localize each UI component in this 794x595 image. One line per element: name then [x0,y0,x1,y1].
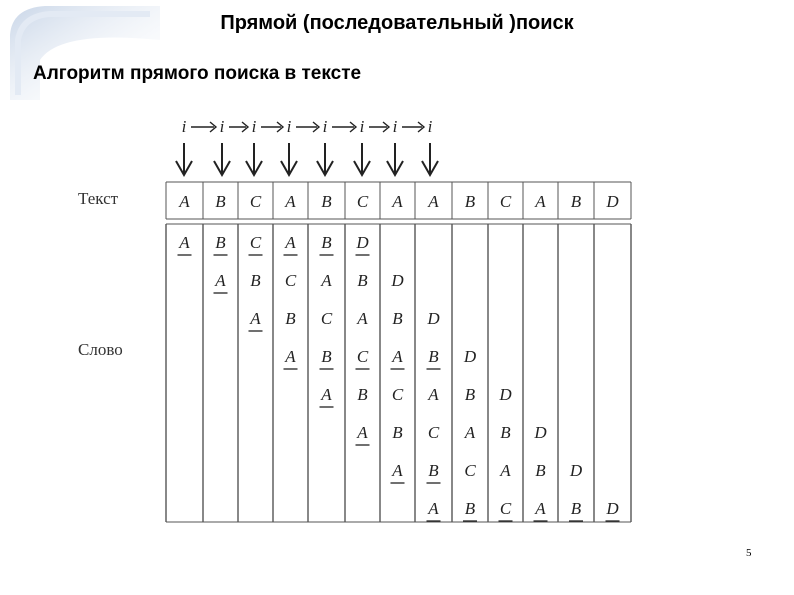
page-number: 5 [746,547,752,559]
word-cell: D [534,423,547,442]
pointer-i: i [322,117,328,136]
word-cell: A [321,271,332,290]
slide-subtitle: Алгоритм прямого поиска в тексте [33,63,362,84]
pointer-i: i [359,117,365,136]
text-cell: B [321,192,332,211]
word-cell: A [392,347,403,366]
word-cell: B [464,385,476,404]
word-cell: B [464,499,476,518]
word-cell: A [428,499,439,518]
word-cell: A [357,309,368,328]
pointer-i: i [427,117,433,136]
word-cell: B [428,461,439,480]
word-cell: C [391,385,404,404]
word-cell: D [569,461,583,480]
word-cell: C [464,461,476,480]
word-cell: B [321,233,332,252]
text-cell: B [570,192,582,211]
word-cell: B [250,271,261,290]
pointer-i: i [251,117,257,136]
word-cell: B [392,309,403,328]
word-cell: A [285,347,296,366]
text-cell: C [249,192,262,211]
word-cell: A [179,233,190,252]
pointer-i: i [181,117,187,136]
word-cell: C [284,271,297,290]
text-cell: A [535,192,546,211]
word-cell: D [606,499,619,518]
word-cell: B [215,233,226,252]
word-cell: D [499,385,512,404]
word-cell: A [535,499,546,518]
text-cell: B [464,192,476,211]
word-cell: B [535,461,546,480]
text-cell: B [215,192,226,211]
word-cell: B [500,423,511,442]
word-cell: D [356,233,369,252]
word-cell: B [428,347,439,366]
word-cell: A [215,271,226,290]
word-cell: A [250,309,261,328]
text-cell: A [392,192,403,211]
text-cell: A [179,192,190,211]
text-cell: C [499,192,512,211]
word-cell: B [570,499,582,518]
word-cell: A [500,461,511,480]
word-cell: A [464,423,476,442]
word-row-label: Слово [78,340,123,359]
word-cell: B [321,347,332,366]
word-cell: A [392,461,403,480]
word-cell: B [357,271,368,290]
word-cell: C [249,233,262,252]
word-cell: A [428,385,439,404]
text-cell: A [285,192,296,211]
pointer-i: i [392,117,398,136]
word-cell: C [427,423,440,442]
word-cell: C [499,499,512,518]
pointer-i: i [286,117,292,136]
text-cell: C [356,192,369,211]
text-cell: D [606,192,619,211]
pointer-i: i [219,117,225,136]
word-cell: D [391,271,404,290]
word-cell: B [357,385,368,404]
word-cell: D [427,309,440,328]
word-cell: D [463,347,477,366]
word-cell: A [285,233,296,252]
word-cell: A [357,423,368,442]
text-cell: A [428,192,439,211]
word-cell: C [356,347,369,366]
word-cell: C [320,309,333,328]
word-cell: B [285,309,296,328]
word-cell: A [321,385,332,404]
word-cell: B [392,423,403,442]
text-row-label: Текст [78,189,119,208]
slide-title: Прямой (последовательный )поиск [220,12,574,34]
